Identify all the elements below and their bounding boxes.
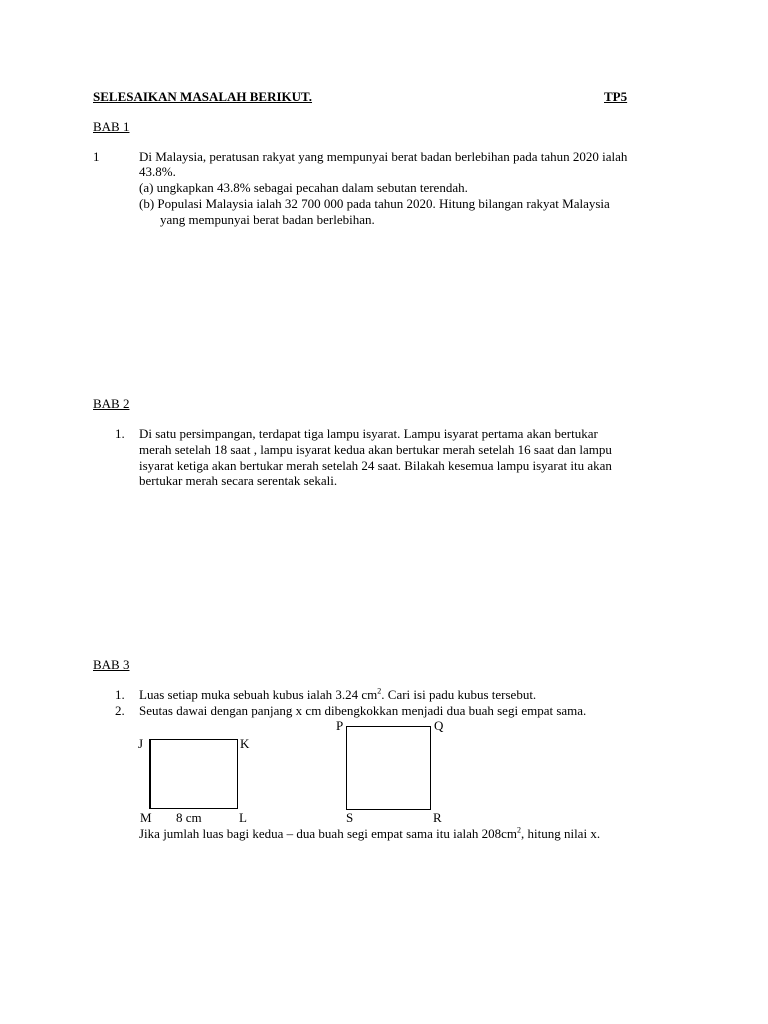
page-title: SELESAIKAN MASALAH BERIKUT. <box>93 89 313 104</box>
question-text-line: bertukar merah secara serentak sekali. <box>139 473 338 488</box>
level-label: TP5 <box>604 89 628 104</box>
vertex-label-l: L <box>239 810 247 825</box>
vertex-label-r: R <box>433 810 442 825</box>
section-heading-bab2: BAB 2 <box>93 396 130 411</box>
question-text-line: merah setelah 18 saat , lampu isyarat kedua akan bertukar merah setelah 16 saat dan lampu <box>139 442 612 457</box>
vertex-label-j: J <box>138 736 144 751</box>
question-part-a: (a) ungkapkan 43.8% sebagai pecahan dalam sebutan terendah. <box>139 180 468 195</box>
vertex-label-k: K <box>240 736 250 751</box>
question-1-text: Luas setiap muka sebuah kubus ialah 3.24 $cm^2$. Cari isi padu kubus tersebut. <box>139 686 537 702</box>
question-number: 2. <box>115 703 125 718</box>
question-2-footer: Jika jumlah luas bagi kedua – dua buah segi empat sama itu ialah $208cm^2$, hitung nilai x. <box>139 825 601 841</box>
question-text-line: 43.8%. <box>139 164 176 179</box>
square-pqrs <box>346 726 431 810</box>
vertex-label-m: M <box>140 810 152 825</box>
square-jklm <box>149 739 238 809</box>
vertex-label-p: P <box>336 718 344 733</box>
vertex-label-s: S <box>346 810 354 825</box>
question-2-text: Seutas dawai dengan panjang x cm dibengkokkan menjadi dua buah segi empat sama. <box>139 703 587 718</box>
question-number: 1. <box>115 426 125 441</box>
question-text-line: Di satu persimpangan, terdapat tiga lampu isyarat. Lampu isyarat pertama akan bertukar <box>139 426 598 441</box>
question-text-line: isyarat ketiga akan bertukar merah setelah 24 saat. Bilakah kesemua lampu isyarat itu akan <box>139 458 612 473</box>
section-heading-bab1: BAB 1 <box>93 119 130 134</box>
question-number: 1. <box>115 687 125 702</box>
question-text-line: Di Malaysia, peratusan rakyat yang mempunyai berat badan berlebihan pada tahun 2020 ialah <box>139 149 628 164</box>
question-number: 1 <box>93 149 100 164</box>
section-heading-bab3: BAB 3 <box>93 657 130 672</box>
question-part-b-cont: yang mempunyai berat badan berlebihan. <box>160 212 375 227</box>
question-part-b: (b) Populasi Malaysia ialah 32 700 000 pada tahun 2020. Hitung bilangan rakyat Malaysia <box>139 196 610 211</box>
vertex-label-q: Q <box>434 718 444 733</box>
side-length-label: 8 cm <box>176 810 202 825</box>
